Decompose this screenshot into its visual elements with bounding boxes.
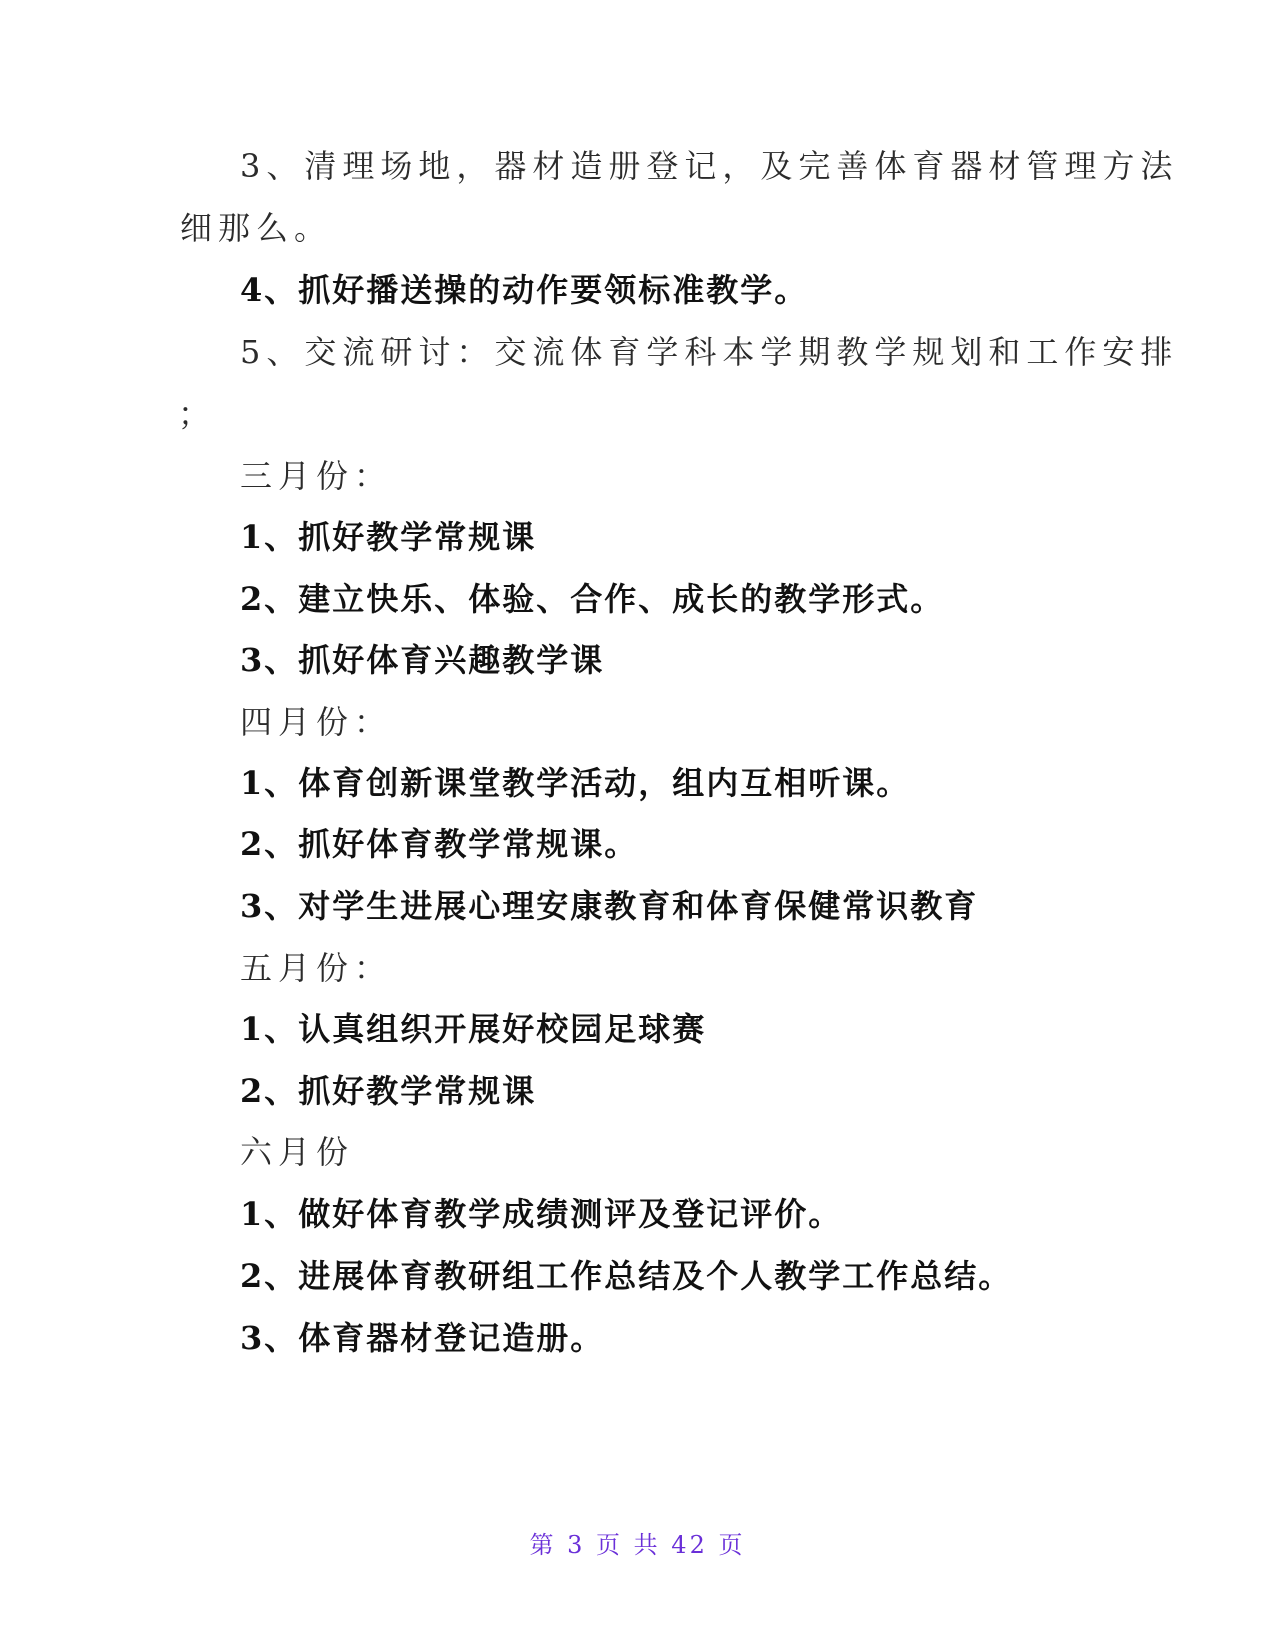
section-heading-june: 六月份 — [240, 1133, 355, 1171]
section-heading-april: 四月份： — [240, 703, 393, 741]
section-heading-march: 三月份： — [240, 457, 393, 495]
page-number-footer: 第 3 页 共 42 页 — [529, 1531, 746, 1559]
text-line-11: 1、体育创新课堂教学活动，组内互相听课。 — [240, 764, 911, 802]
text-line-4: 5、交流研讨：交流体育学科本学期教学规划和工作安排 — [240, 333, 1179, 371]
text-line-12: 2、抓好体育教学常规课。 — [240, 825, 639, 863]
text-line-18: 1、做好体育教学成绩测评及登记评价。 — [240, 1195, 843, 1233]
section-heading-may: 五月份： — [240, 949, 393, 987]
text-line-16: 2、抓好教学常规课 — [240, 1072, 537, 1110]
text-line-9: 3、抓好体育兴趣教学课 — [240, 641, 605, 679]
text-line-3: 4、抓好播送操的动作要领标准教学。 — [240, 271, 809, 309]
text-line-15: 1、认真组织开展好校园足球赛 — [240, 1010, 707, 1048]
text-line-13: 3、对学生进展心理安康教育和体育保健常识教育 — [240, 887, 979, 925]
text-line-7: 1、抓好教学常规课 — [240, 518, 537, 556]
text-line-1: 3、清理场地，器材造册登记，及完善体育器材管理方法 — [240, 147, 1179, 185]
text-line-8: 2、建立快乐、体验、合作、成长的教学形式。 — [240, 580, 945, 618]
text-line-2: 细那么。 — [180, 209, 333, 247]
text-line-20: 3、体育器材登记造册。 — [240, 1319, 605, 1357]
text-line-19: 2、进展体育教研组工作总结及个人教学工作总结。 — [240, 1257, 1013, 1295]
text-line-5: ； — [178, 395, 217, 433]
